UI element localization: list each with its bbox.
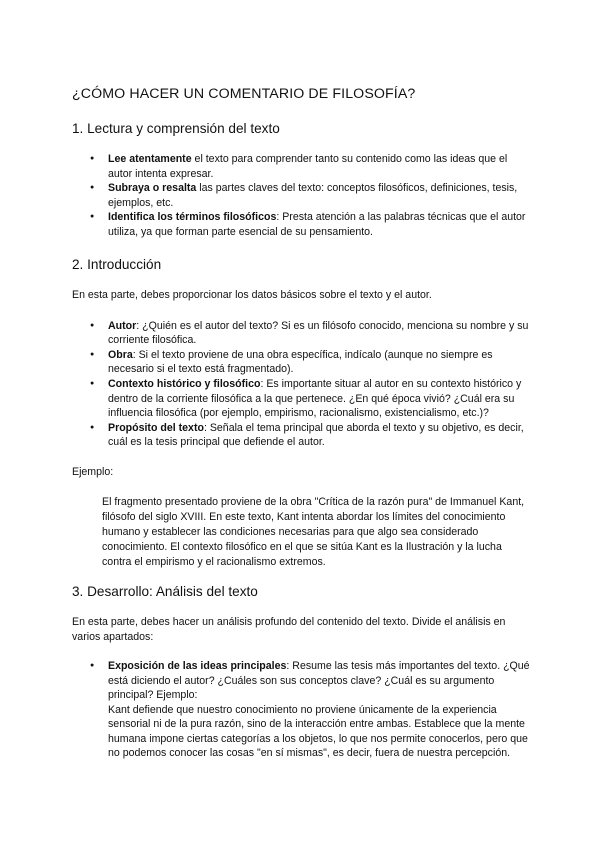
list-item-bold: Subraya o resalta <box>108 182 197 195</box>
list-item-bold: Autor <box>108 319 137 332</box>
section-2-heading: 2. Introducción <box>72 256 162 272</box>
list-item <box>108 348 530 377</box>
list-item-text: : Señala el tema principal que aborda el texto y su objetivo, es decir, cuál es la tesis principal que defiende el autor. <box>108 421 524 449</box>
list-item-bold: Lee atentamente <box>108 153 192 165</box>
list-item-bold: Obra <box>108 348 133 361</box>
example-text: El fragmento presentado proviene de la obra "Crítica de la razón pura" de Immanuel Kant, filósofo del siglo XVIII. En este texto, Kant intenta abordar los límites del conocimiento humano y establecer las condiciones necesarias para que algo sea considerado conocimiento. El contexto filosófico en el que se sitúa Kant es la Ilustración y la lucha contra el empirismo y el racionalismo extremos. <box>102 495 525 568</box>
list-item-text: : Es importante situar al autor en su contexto histórico y dentro de la corriente filosófica a la que pertenece. ¿En qué época vivió? ¿Cuál era su influencia filosófica (por ejemplo, empirismo, racionalismo, existencialismo, etc.)? <box>108 377 522 420</box>
list-item-example: Kant defiende que nuestro conocimiento no proviene únicamente de la experiencia sensorial ni de la pura razón, sino de la interacción entre ambas. Establece que la mente humana impone ciertas categorías a los objetos, lo que nos permite conocerlos, pero que no podemos conocer las cosas "en sí mismas", es decir, fuera de nuestra percepción. <box>108 703 528 760</box>
section-2-list <box>72 319 530 450</box>
list-item-text: : Presta atención a las palabras técnicas que el autor utiliza, ya que forman parte esencial de su pensamiento. <box>108 211 526 238</box>
list-item-text: : ¿Quién es el autor del texto? Si es un filósofo conocido, menciona su nombre y su corriente filosófica. <box>108 319 529 347</box>
list-item-bold: Contexto histórico y filosófico <box>108 377 261 390</box>
list-item <box>108 210 530 239</box>
list-item <box>108 319 530 348</box>
list-item-text: las partes claves del texto: conceptos filosóficos, definiciones, tesis, ejemplos, etc. <box>108 182 518 209</box>
list-item <box>108 659 530 761</box>
list-item-text: : Si el texto proviene de una obra específica, indícalo (aunque no siempre es necesario si el texto está fragmentado). <box>108 348 493 376</box>
section-2-intro: En esta parte, debes proporcionar los datos básicos sobre el texto y el autor. <box>72 288 432 301</box>
section-3-heading: 3. Desarrollo: Análisis del texto <box>72 583 258 599</box>
list-item-bold: Identifica los términos filosóficos <box>108 211 277 224</box>
section-1-list <box>72 152 530 240</box>
section-3-list <box>72 659 530 761</box>
list-item <box>108 181 530 210</box>
list-item-bold: Propósito del texto <box>108 421 204 434</box>
list-item <box>108 377 530 421</box>
list-item-bold: Exposición de las ideas principales <box>108 659 287 672</box>
list-item-text: el texto para comprender tanto su contenido como las ideas que el autor intenta expresar. <box>108 153 508 180</box>
list-item <box>108 421 530 450</box>
list-item <box>108 152 530 181</box>
section-3-intro: En esta parte, debes hacer un análisis profundo del contenido del texto. Divide el análisis en varios apartados: <box>72 615 506 643</box>
example-block <box>72 495 530 570</box>
list-item-text: : Resume las tesis más importantes del texto. ¿Qué está diciendo el autor? ¿Cuáles son sus conceptos clave? ¿Cuál es su argumento principal? Ejemplo: <box>108 659 530 702</box>
document-title: ¿CÓMO HACER UN COMENTARIO DE FILOSOFÍA? <box>72 86 416 102</box>
example-label: Ejemplo: <box>72 465 114 478</box>
section-1-heading: 1. Lectura y comprensión del texto <box>72 121 280 136</box>
